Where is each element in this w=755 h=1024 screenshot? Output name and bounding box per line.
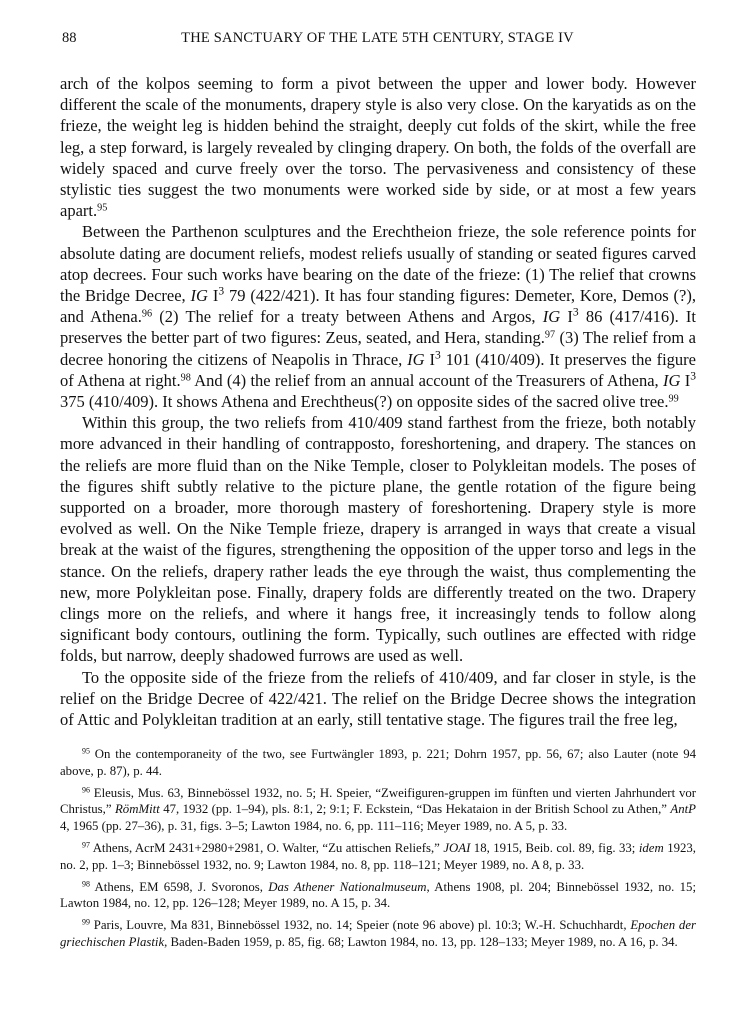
paragraph-2-text-k: I <box>680 370 691 390</box>
footnote-96-text-b: 47, 1932 (pp. 1–94), pls. 8:1, 2; 9:1; F. Eckstein, “Das Hekataion in der British School zu Athen,” <box>159 802 671 817</box>
journal-title: JOAI <box>443 840 471 855</box>
footnote-96 <box>60 785 696 835</box>
inscription-ref-ig: IG <box>542 307 561 327</box>
footnote-ref-99[interactable]: 99 <box>668 393 679 405</box>
paragraph-2-text-e: I <box>560 307 573 327</box>
paragraph-2-text-c: 79 (422/421). It has four standing figures: Demeter, Kore, Demos (?), and Athena. <box>60 286 696 327</box>
book-title: Das Athener Nationalmuseum <box>268 879 427 894</box>
footnote-ref-95[interactable]: 95 <box>97 202 108 214</box>
footnote-ref-96[interactable]: 96 <box>141 308 153 320</box>
paragraph-4: To the opposite side of the frieze from the reliefs of 410/409, and far closer in style, is the relief on the Bridge Decree of 422/421. The relief on the Bridge Decree shows the integration of Attic and Polykleitan tradition at an early, still tentative stage. The figures trail the free leg, <box>60 667 696 730</box>
paragraph-2-text-h: I <box>424 349 435 369</box>
paragraph-2-text-l: 375 (410/409). It shows Athena and Erechtheus(?) on opposite sides of the sacred olive tree. <box>60 392 669 412</box>
book-title: Epochen der griechischen Plastik <box>60 918 696 949</box>
footnote-98 <box>60 879 696 913</box>
footnote-99-text-a: Paris, Louvre, Ma 831, Binnebössel 1932, no. 14; Speier (note 96 above) pl. 10:3; W.-H. Schuchhardt, <box>93 918 631 933</box>
footnote-number: 97 <box>82 840 90 850</box>
ig-edition-sup: 3 <box>572 306 579 319</box>
journal-title: AntP <box>670 802 696 817</box>
footnotes <box>60 746 696 956</box>
ig-edition-sup: 3 <box>434 349 441 362</box>
journal-title: RömMitt <box>114 802 160 817</box>
page-number: 88 <box>62 30 77 46</box>
inscription-ref-ig: IG <box>190 286 208 306</box>
footnote-95 <box>60 746 696 780</box>
footnote-96-text-a: Eleusis, Mus. 63, Binnebössel 1932, no. 5; H. Speier, “Zweifiguren-gruppen im fünften und vierten Jahrhundert vor Christus,” <box>60 785 696 817</box>
running-header <box>60 30 695 52</box>
running-title: THE SANCTUARY OF THE LATE 5TH CENTURY, STAGE IV <box>181 30 574 46</box>
main-text <box>60 73 696 730</box>
paragraph-2-text-g: (3) The relief from a decree honoring the citizens of Neapolis in Thrace, <box>60 328 697 369</box>
paragraph-3: Within this group, the two reliefs from 410/409 stand farthest from the frieze, both notably more advanced in their handling of contrapposto, foreshortening, and drapery. The stances on the reliefs are more fluid than on the Nike Temple, closer to Polykleitan models. The poses of the figures shift subtly relative to the picture plane, the gentle rotation of the figure being supported on a broader, more thorough mastery of foreshortening. Drapery style is more evolved as well. On the Nike Temple frieze, drapery is arranged in ways that create a visual break at the waist of the figures, strengthening the opposition of the upper torso and legs in the stance. On the reliefs, drapery rather leads the eye through the waist, thus complementing the new, more Polykleitan pose. Finally, drapery folds are differently treated on the two. Drapery clings more on the reliefs, and where it hangs free, it increasingly tends to follow along significant body contours, outlining the form. Typically, such outlines are effected with ridge folds, but narrow, deeply shadowed furrows are used as well. <box>60 413 696 666</box>
paragraph-2-text-f: 86 (417/416). It preserves the better part of two figures: Zeus, seated, and Hera, standing. <box>60 307 697 348</box>
footnote-99 <box>60 917 696 951</box>
paragraph-2-text-j: And (4) the relief from an annual account of the Treasurers of Athena, <box>190 370 663 390</box>
footnote-98-text-b: , Athens 1908, pl. 204; Binnebössel 1932, no. 15; Lawton 1984, no. 12, pp. 126–128; Meyer 1989, no. A 15, p. 34. <box>60 879 697 911</box>
footnote-ref-98[interactable]: 98 <box>180 372 191 384</box>
footnote-97-text-c: 1923, no. 2, pp. 1–3; Binnebössel 1932, no. 9; Lawton 1984, no. 8, pp. 118–121; Meyer 1989, no. A 8, p. 33. <box>60 840 696 872</box>
footnote-95-text: On the contemporaneity of the two, see Furtwängler 1893, p. 221; Dohrn 1957, pp. 56, 67; also Lauter (note 94 above, p. 87), p. 44. <box>60 747 696 778</box>
paragraph-1 <box>60 73 696 221</box>
footnote-ref-97[interactable]: 97 <box>544 329 556 341</box>
footnote-97 <box>60 840 696 874</box>
paragraph-1-text: arch of the kolpos seeming to form a pivot between the upper and lower body. However different the scale of the monuments, drapery style is also very close. On the karyatids as on the frieze, the weight leg is hidden behind the straight, deeply cut folds of the skirt, while the free leg, a step forward, is largely revealed by clinging drapery. On both, the folds of the overfall are widely spaced and curve freely over the torso. The pervasiveness and consistency of these stylistic ties suggest the two monuments were worked side by side, or at most a few years apart. <box>60 74 696 221</box>
inscription-ref-ig: IG <box>407 349 425 369</box>
idem-abbrev: idem <box>638 840 664 855</box>
footnote-98-text-a: Athens, EM 6598, J. Svoronos, <box>94 879 269 894</box>
footnote-number: 99 <box>82 917 90 927</box>
footnote-number: 98 <box>82 879 90 889</box>
paragraph-2-text-a: Between the Parthenon sculptures and the Erechtheion frieze, the sole reference points for absolute dating are document reliefs, modest reliefs usually of standing or seated figures carved atop decrees. Four such works have bearing on the date of the frieze: (1) The relief that crowns the Bridge Decree, <box>60 222 696 306</box>
ig-edition-sup: 3 <box>218 285 225 298</box>
footnote-97-text-b: 18, 1915, Beib. col. 89, fig. 33; <box>470 840 639 855</box>
paragraph-2-text-d: (2) The relief for a treaty between Athens and Argos, <box>152 307 543 327</box>
footnote-number: 95 <box>82 746 90 756</box>
footnote-99-text-b: , Baden-Baden 1959, p. 85, fig. 68; Lawton 1984, no. 13, pp. 128–133; Meyer 1989, no. A 16, p. 34. <box>164 934 678 949</box>
inscription-ref-ig: IG <box>662 370 681 390</box>
footnote-97-text-a: Athens, AcrM 2431+2980+2981, O. Walter, “Zu attischen Reliefs,” <box>92 840 444 855</box>
paragraph-2-text-b: I <box>207 286 219 306</box>
footnote-96-text-c: 4, 1965 (pp. 27–36), p. 31, figs. 3–5; Lawton 1984, no. 6, pp. 111–116; Meyer 1989, no. A 5, p. 33. <box>60 819 568 834</box>
ig-edition-sup: 3 <box>690 370 696 383</box>
paragraph-2 <box>60 221 696 412</box>
paragraph-2-text-i: 101 (410/409). It preserves the figure of Athena at right. <box>60 349 696 390</box>
footnote-number: 96 <box>82 785 90 795</box>
